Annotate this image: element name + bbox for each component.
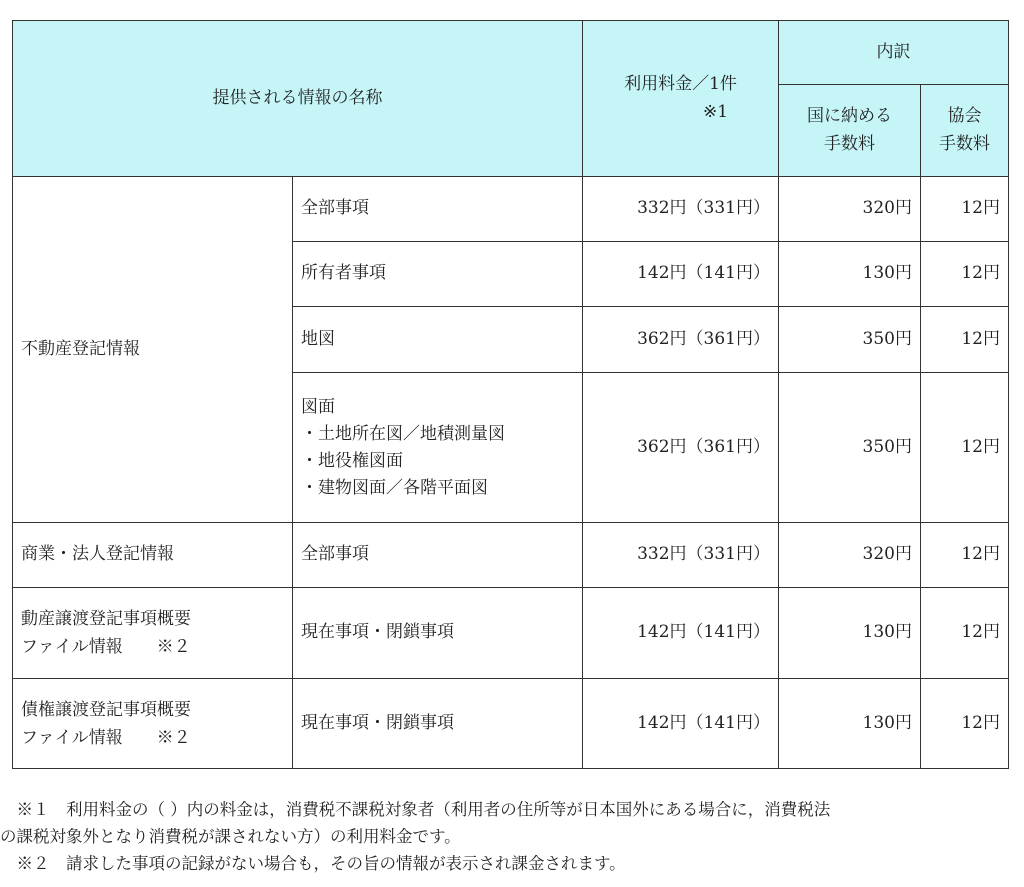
footnote-1-line-1: ※１ 利用料金の（ ）内の料金は，消費税不課税対象者（利用者の住所等が日本国外にある場合に，消費税法 bbox=[0, 800, 831, 819]
national-fee-cell: 320円 bbox=[779, 177, 921, 242]
fee-cell: 362円（361円） bbox=[583, 373, 779, 523]
fee-cell: 142円（141円） bbox=[583, 679, 779, 769]
footnote-1-line-2: の課税対象外となり消費税が課されない方）の利用料金です。 bbox=[0, 827, 461, 846]
national-fee-cell: 130円 bbox=[779, 242, 921, 307]
association-fee-cell: 12円 bbox=[921, 177, 1009, 242]
table-row bbox=[13, 177, 1009, 242]
header-national-fee: 国に納める 手数料 bbox=[779, 85, 921, 177]
fee-cell: 332円（331円） bbox=[583, 523, 779, 588]
fee-cell: 142円（141円） bbox=[583, 588, 779, 679]
category-cell: 不動産登記情報 bbox=[13, 177, 293, 523]
item-cell: 現在事項・閉鎖事項 bbox=[293, 588, 583, 679]
association-fee-cell: 12円 bbox=[921, 242, 1009, 307]
fee-cell: 332円（331円） bbox=[583, 177, 779, 242]
category-cell: 動産譲渡登記事項概要 ファイル情報 ※２ bbox=[13, 588, 293, 679]
association-fee-cell: 12円 bbox=[921, 523, 1009, 588]
item-cell: 地図 bbox=[293, 307, 583, 373]
footnotes bbox=[0, 796, 1024, 877]
item-cell: 現在事項・閉鎖事項 bbox=[293, 679, 583, 769]
item-cell: 全部事項 bbox=[293, 177, 583, 242]
category-cell: 債権譲渡登記事項概要 ファイル情報 ※２ bbox=[13, 679, 293, 769]
association-fee-cell: 12円 bbox=[921, 307, 1009, 373]
header-name: 提供される情報の名称 bbox=[13, 21, 583, 177]
fee-cell: 362円（361円） bbox=[583, 307, 779, 373]
header-association-fee: 協会 手数料 bbox=[921, 85, 1009, 177]
fee-cell: 142円（141円） bbox=[583, 242, 779, 307]
item-cell: 所有者事項 bbox=[293, 242, 583, 307]
national-fee-cell: 350円 bbox=[779, 307, 921, 373]
national-fee-cell: 350円 bbox=[779, 373, 921, 523]
header-breakdown: 内訳 bbox=[779, 21, 1009, 85]
association-fee-cell: 12円 bbox=[921, 588, 1009, 679]
national-fee-cell: 130円 bbox=[779, 679, 921, 769]
item-cell-drawings: 図面 ・土地所在図／地積測量図 ・地役権図面 ・建物図面／各階平面図 bbox=[293, 373, 583, 523]
footnote-2: ※２ 請求した事項の記録がない場合も，その旨の情報が表示され課金されます。 bbox=[0, 854, 626, 873]
table-row bbox=[13, 588, 1009, 679]
fee-table bbox=[12, 20, 1009, 769]
national-fee-cell: 320円 bbox=[779, 523, 921, 588]
national-fee-cell: 130円 bbox=[779, 588, 921, 679]
table-row bbox=[13, 523, 1009, 588]
association-fee-cell: 12円 bbox=[921, 373, 1009, 523]
association-fee-cell: 12円 bbox=[921, 679, 1009, 769]
category-cell: 商業・法人登記情報 bbox=[13, 523, 293, 588]
item-cell: 全部事項 bbox=[293, 523, 583, 588]
header-fee: 利用料金／1件 ※1 bbox=[583, 21, 779, 177]
table-row bbox=[13, 679, 1009, 769]
